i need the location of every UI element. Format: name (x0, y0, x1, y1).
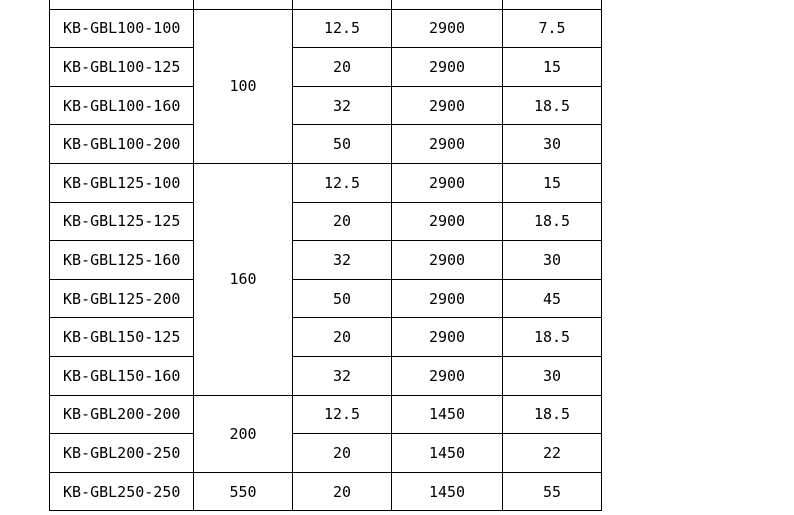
table-row (50, 202, 602, 241)
value-cell: 2900 (392, 318, 503, 357)
table-row (50, 48, 602, 87)
table-cell (503, 0, 602, 9)
value-cell: 20 (293, 472, 392, 511)
table-row (50, 279, 602, 318)
value-cell: 2900 (392, 125, 503, 164)
value-cell: 20 (293, 202, 392, 241)
table-row (50, 434, 602, 473)
table-row (50, 241, 602, 280)
spec-table (49, 0, 602, 511)
value-cell: 15 (503, 48, 602, 87)
table-cell (293, 0, 392, 9)
table-row (50, 9, 602, 48)
value-cell: 20 (293, 318, 392, 357)
value-cell: 2900 (392, 241, 503, 280)
value-cell: 50 (293, 125, 392, 164)
table-row (50, 125, 602, 164)
value-cell: 1450 (392, 472, 503, 511)
value-cell: 18.5 (503, 86, 602, 125)
value-cell: 32 (293, 356, 392, 395)
model-cell: KB-GBL125-160 (50, 241, 194, 280)
table-row-partial (50, 0, 602, 9)
group-value-cell: 550 (194, 472, 293, 511)
value-cell: 7.5 (503, 9, 602, 48)
value-cell: 30 (503, 241, 602, 280)
value-cell: 20 (293, 48, 392, 87)
value-cell: 12.5 (293, 163, 392, 202)
value-cell: 2900 (392, 356, 503, 395)
model-cell: KB-GBL200-250 (50, 434, 194, 473)
value-cell: 32 (293, 241, 392, 280)
value-cell: 22 (503, 434, 602, 473)
value-cell: 2900 (392, 48, 503, 87)
value-cell: 30 (503, 356, 602, 395)
value-cell: 45 (503, 279, 602, 318)
table-row (50, 356, 602, 395)
value-cell: 20 (293, 434, 392, 473)
value-cell: 2900 (392, 163, 503, 202)
value-cell: 12.5 (293, 9, 392, 48)
table-cell (392, 0, 503, 9)
value-cell: 2900 (392, 9, 503, 48)
value-cell: 1450 (392, 434, 503, 473)
value-cell: 18.5 (503, 202, 602, 241)
value-cell: 50 (293, 279, 392, 318)
model-cell: KB-GBL250-250 (50, 472, 194, 511)
model-cell: KB-GBL150-160 (50, 356, 194, 395)
group-value-cell: 200 (194, 395, 293, 472)
value-cell: 55 (503, 472, 602, 511)
table-row (50, 163, 602, 202)
value-cell: 1450 (392, 395, 503, 434)
model-cell: KB-GBL150-125 (50, 318, 194, 357)
model-cell: KB-GBL125-200 (50, 279, 194, 318)
value-cell: 18.5 (503, 318, 602, 357)
value-cell: 15 (503, 163, 602, 202)
model-cell: KB-GBL100-160 (50, 86, 194, 125)
table-row (50, 395, 602, 434)
value-cell: 30 (503, 125, 602, 164)
model-cell: KB-GBL100-200 (50, 125, 194, 164)
value-cell: 32 (293, 86, 392, 125)
group-value-cell: 160 (194, 163, 293, 395)
table-row (50, 86, 602, 125)
value-cell: 12.5 (293, 395, 392, 434)
model-cell: KB-GBL125-100 (50, 163, 194, 202)
value-cell: 2900 (392, 202, 503, 241)
model-cell: KB-GBL200-200 (50, 395, 194, 434)
value-cell: 18.5 (503, 395, 602, 434)
value-cell: 2900 (392, 279, 503, 318)
table-cell (50, 0, 194, 9)
table-cell (194, 0, 293, 9)
spec-table-body (50, 0, 602, 511)
group-value-cell: 100 (194, 9, 293, 163)
model-cell: KB-GBL100-125 (50, 48, 194, 87)
model-cell: KB-GBL125-125 (50, 202, 194, 241)
model-cell: KB-GBL100-100 (50, 9, 194, 48)
table-row (50, 318, 602, 357)
table-row (50, 472, 602, 511)
value-cell: 2900 (392, 86, 503, 125)
